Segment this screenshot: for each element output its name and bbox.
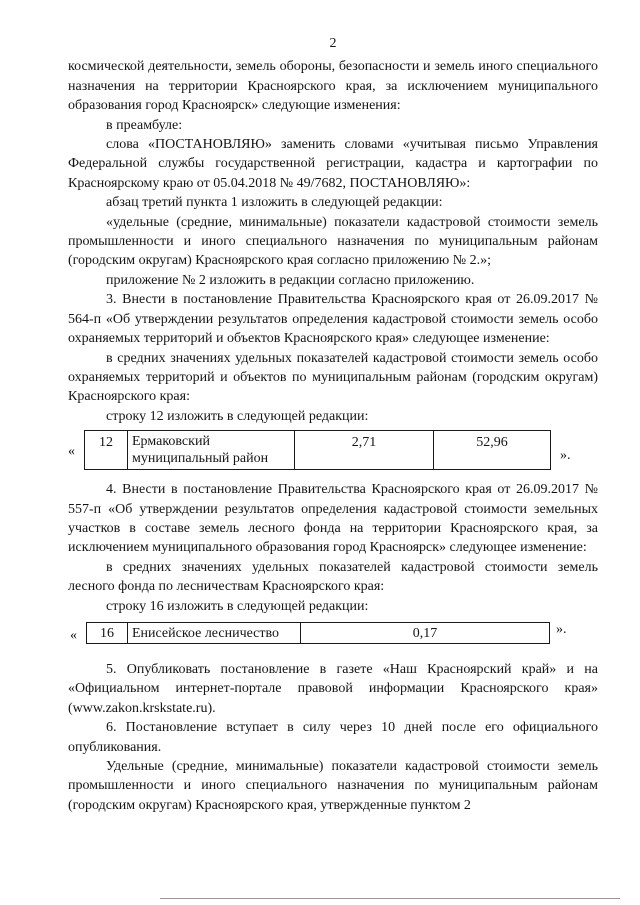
paragraph: в средних значениях удельных показателей кадастровой стоимости земель особо охраняемых территорий и объектов по муниципальным районам (городским округам) Красноярского края:	[68, 350, 598, 405]
paragraph: приложение № 2 изложить в редакции согласно приложению.	[106, 272, 475, 288]
page-number: 2	[329, 36, 337, 51]
paragraph: в преамбуле:	[106, 117, 183, 133]
table-row-12	[68, 430, 598, 470]
table-cell-name: Ермаковский муниципальный район	[127, 430, 295, 470]
paragraph: абзац третий пункта 1 изложить в следующей редакции:	[106, 195, 443, 211]
close-quote: ».	[556, 621, 567, 637]
paragraph: слова «ПОСТАНОВЛЯЮ» заменить словами «учитывая письмо Управления Федеральной службы государственной регистрации, кадастра и картографии по Красноярскому краю от 05.04.2018 № 49/7682, ПОСТАНОВЛЯЮ»:	[68, 137, 598, 191]
paragraph: Удельные (средние, минимальные) показатели кадастровой стоимости земель промышленности и иного специального назначения по муниципальным районам (городским округам) Красноярского края, утвержденные пунктом 2	[68, 759, 598, 813]
table-cell-num: 12	[84, 430, 128, 470]
paragraph: 4. Внести в постановление Правительства Красноярского края от 26.09.2017 № 557-п «Об утверждении результатов определения кадастровой стоимости земельных участков в составе земель лесного фонда на территории Красноярского края, за исключением муниципального образования город Красноярск» следующее изменение:	[68, 482, 598, 556]
table-row-16	[68, 622, 598, 646]
paragraph: 3. Внести в постановление Правительства Красноярского края от 26.09.2017 № 564-п «Об утверждении результатов определения кадастровой стоимости земель особо охраняемых территорий и объектов Красноярского края» следующее изменение:	[68, 292, 598, 347]
table-cell-value: 0,17	[300, 622, 550, 644]
table-cell-value1: 2,71	[294, 430, 434, 470]
paragraph: космической деятельности, земель обороны, безопасности и земель иного специального назначения на территории Красноярского края, за исключением муниципального образования город Красноярск» следующие изменения:	[68, 59, 598, 114]
paragraph: строку 12 изложить в следующей редакции:	[106, 408, 369, 424]
document-page	[68, 34, 598, 815]
close-quote: ».	[560, 448, 571, 464]
table-cell-name: Енисейское лесничество	[127, 622, 301, 644]
paragraph: «удельные (средние, минимальные) показатели кадастровой стоимости земель промышленности и иного специального назначения по муниципальным районам (городским округам) Красноярского края согласно приложению № 2.»;	[68, 214, 598, 269]
paragraph: 6. Постановление вступает в силу через 10 дней после его официального опубликования.	[68, 720, 598, 755]
scan-edge-line	[160, 898, 620, 899]
open-quote: «	[68, 444, 75, 460]
open-quote: «	[70, 627, 77, 643]
paragraph: 5. Опубликовать постановление в газете «Наш Красноярский край» и на «Официальном интернет-портале правовой информации Красноярского края» (www.zakon.krskstate.ru).	[68, 661, 598, 716]
paragraph: в средних значениях удельных показателей кадастровой стоимости земель лесного фонда по лесничествам Красноярского края:	[68, 559, 598, 595]
table-cell-num: 16	[86, 622, 128, 644]
table-cell-value2: 52,96	[433, 430, 551, 470]
paragraph: строку 16 изложить в следующей редакции:	[106, 598, 369, 614]
